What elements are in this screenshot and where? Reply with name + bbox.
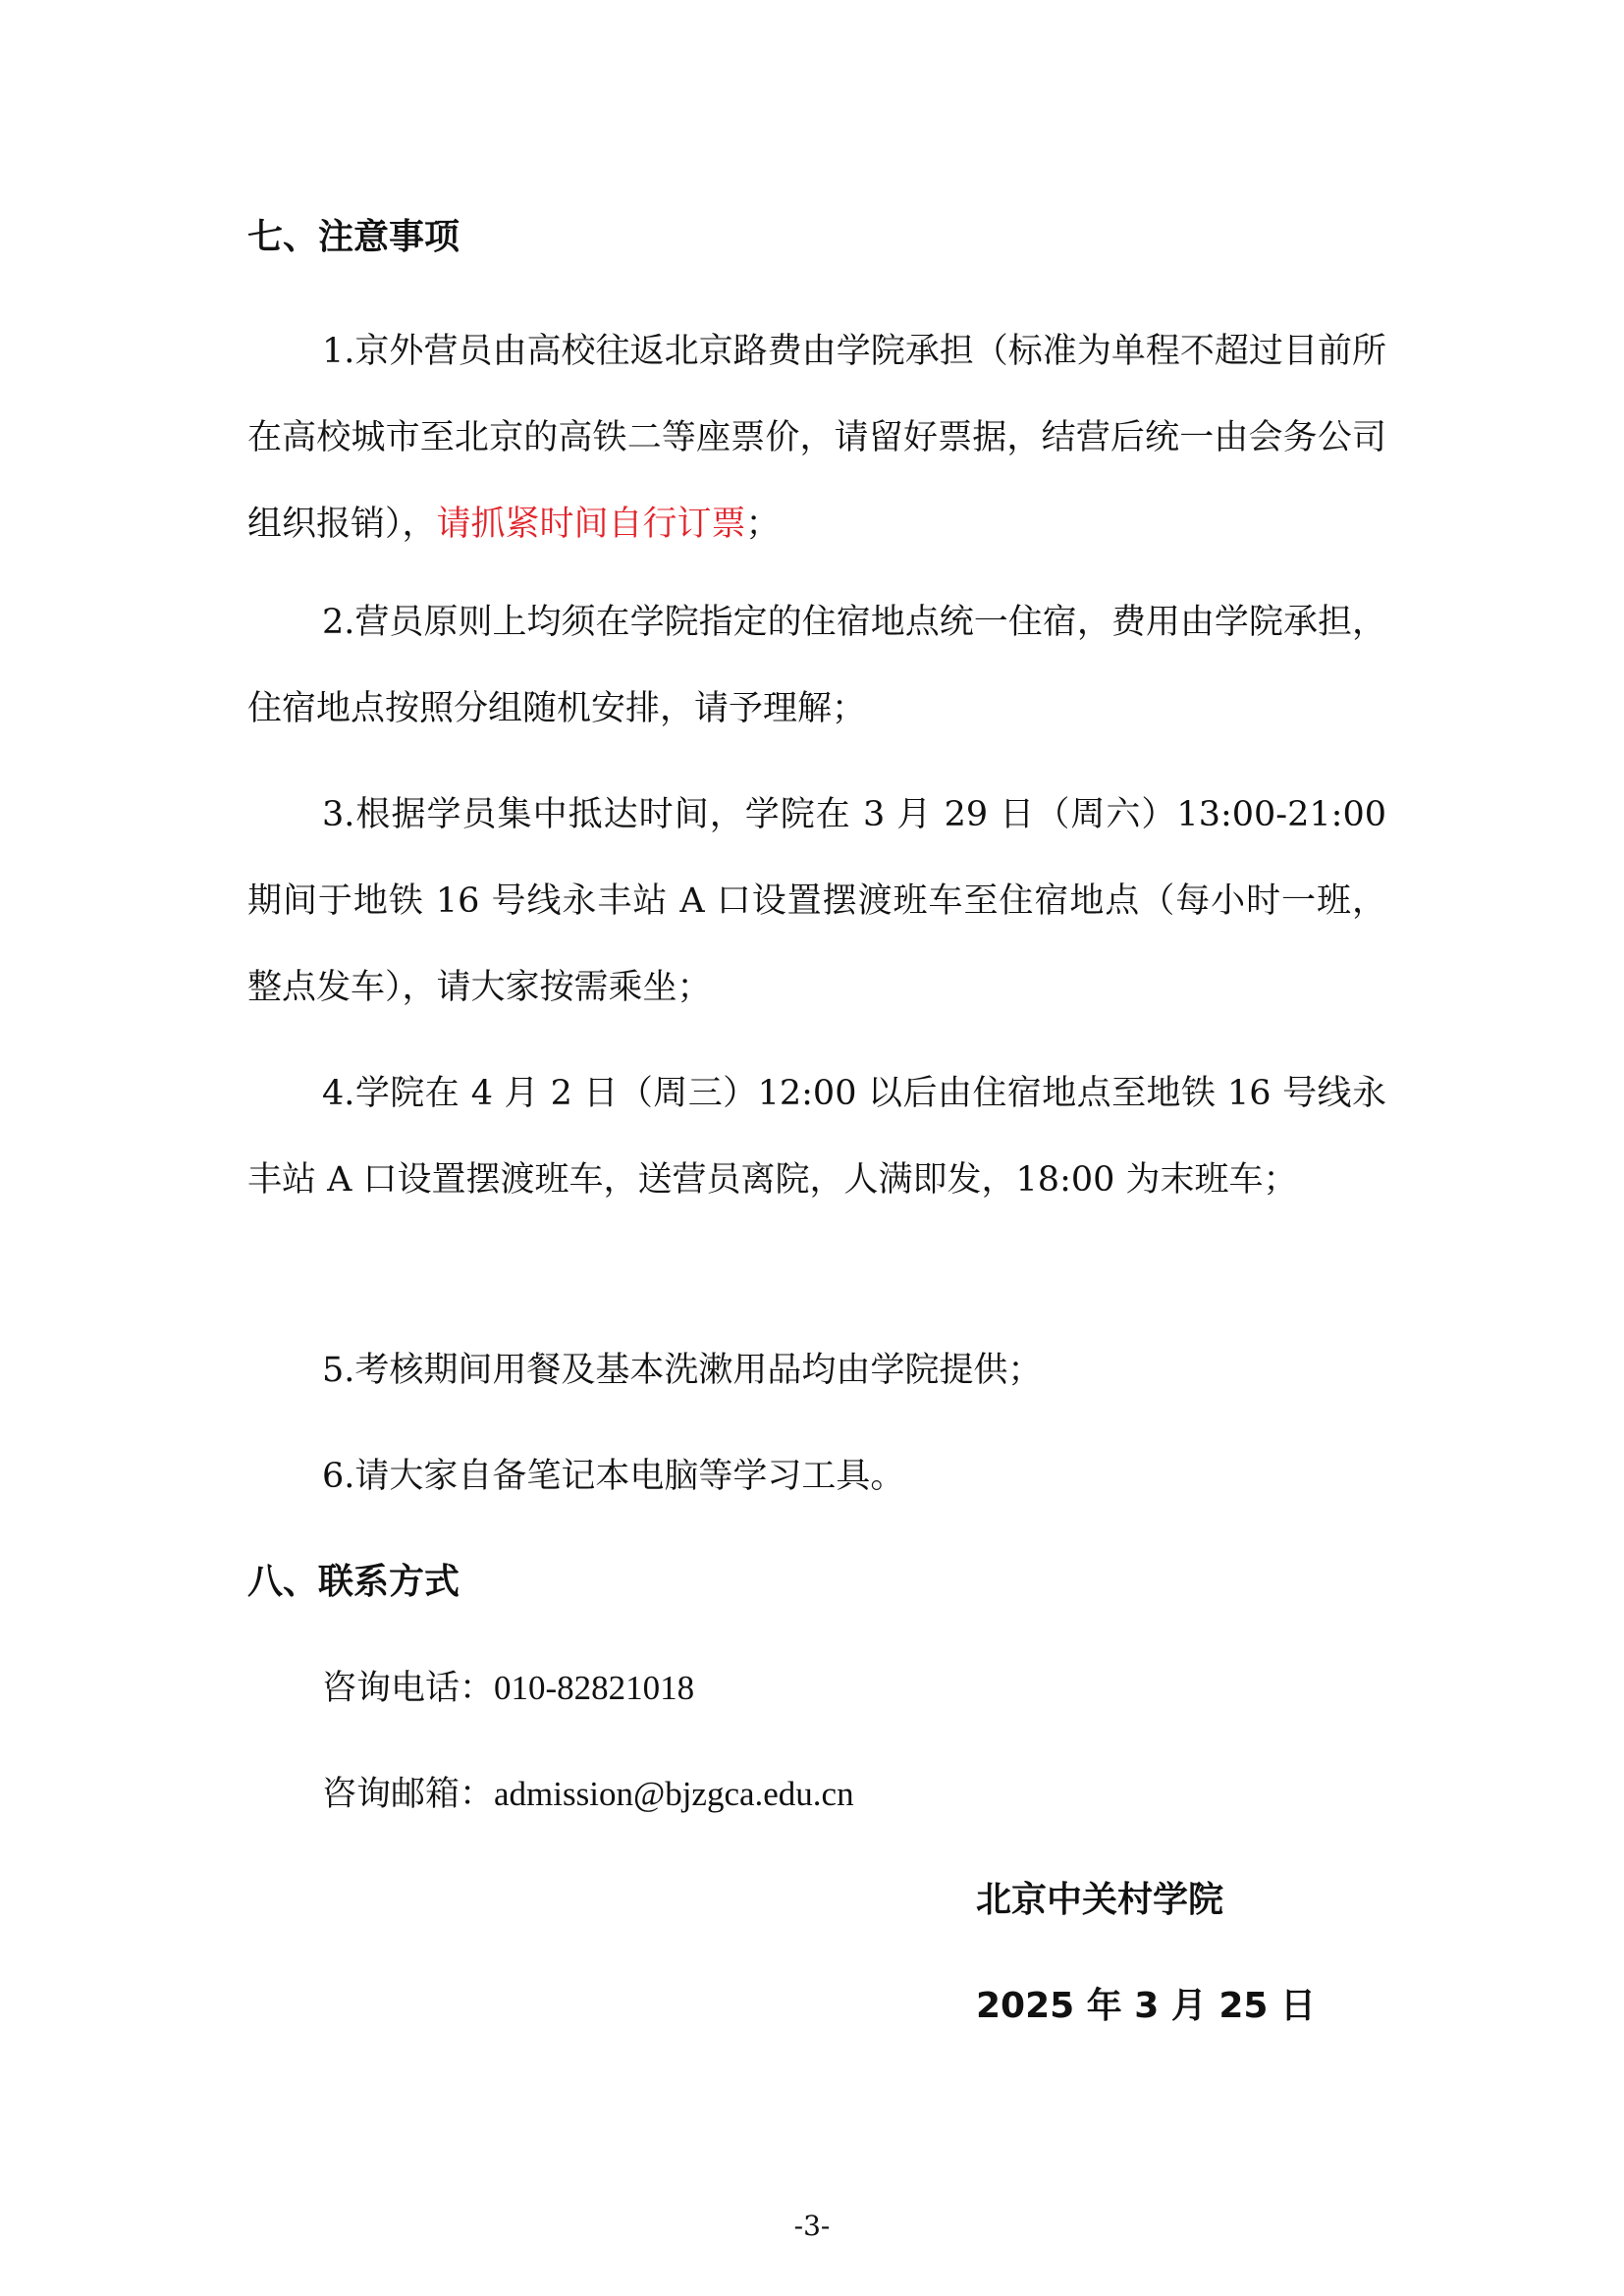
contact-email-address[interactable]: admission@bjzgca.edu.cn <box>494 1775 854 1813</box>
note-item-1-highlight: 请抓紧时间自行订票 <box>436 505 746 544</box>
note-item-5: 5.考核期间用餐及基本洗漱用品均由学院提供； <box>322 1351 1043 1390</box>
signature-org: 北京中关村学院 <box>976 1880 1224 1920</box>
contact-phone-number[interactable]: 010-82821018 <box>494 1669 695 1707</box>
note-item-6: 6.请大家自备笔记本电脑等学习工具。 <box>322 1457 905 1496</box>
note-item-2: 2.营员原则上均须在学院指定的住宿地点统一住宿，费用由学院承担，住宿地点按照分组随机安排，请予理解； <box>247 603 1386 728</box>
note-item-1-end: ； <box>745 505 781 544</box>
note-item-1-text: 1.京外营员由高校往返北京路费由学院承担（标准为单程不超过目前所在高校城市至北京的高铁二等座票价，请留好票据，结营后统一由会务公司组织报销）， <box>247 332 1386 544</box>
note-item-3: 3.根据学员集中抵达时间，学院在 3 月 29 日（周六）13:00-21:00 期间于地铁 16 号线永丰站 A 口设置摆渡班车至住宿地点（每小时一班，整点发车），请大家按需乘坐； <box>247 795 1386 1007</box>
section-8-heading: 八、联系方式 <box>247 1562 460 1602</box>
section-7-heading: 七、注意事项 <box>247 217 460 257</box>
note-item-1 <box>247 308 1386 567</box>
page-number: -3- <box>793 2210 831 2242</box>
contact-email <box>322 1773 854 1816</box>
contact-email-label: 咨询邮箱： <box>322 1775 495 1814</box>
contact-phone-label: 咨询电话： <box>322 1669 495 1708</box>
contact-phone <box>322 1667 694 1710</box>
signature-date: 2025 年 3 月 25 日 <box>976 1986 1317 2026</box>
note-item-4: 4.学院在 4 月 2 日（周三）12:00 以后由住宿地点至地铁 16 号线永丰站 A 口设置摆渡班车，送营员离院，人满即发，18:00 为末班车； <box>247 1074 1386 1200</box>
